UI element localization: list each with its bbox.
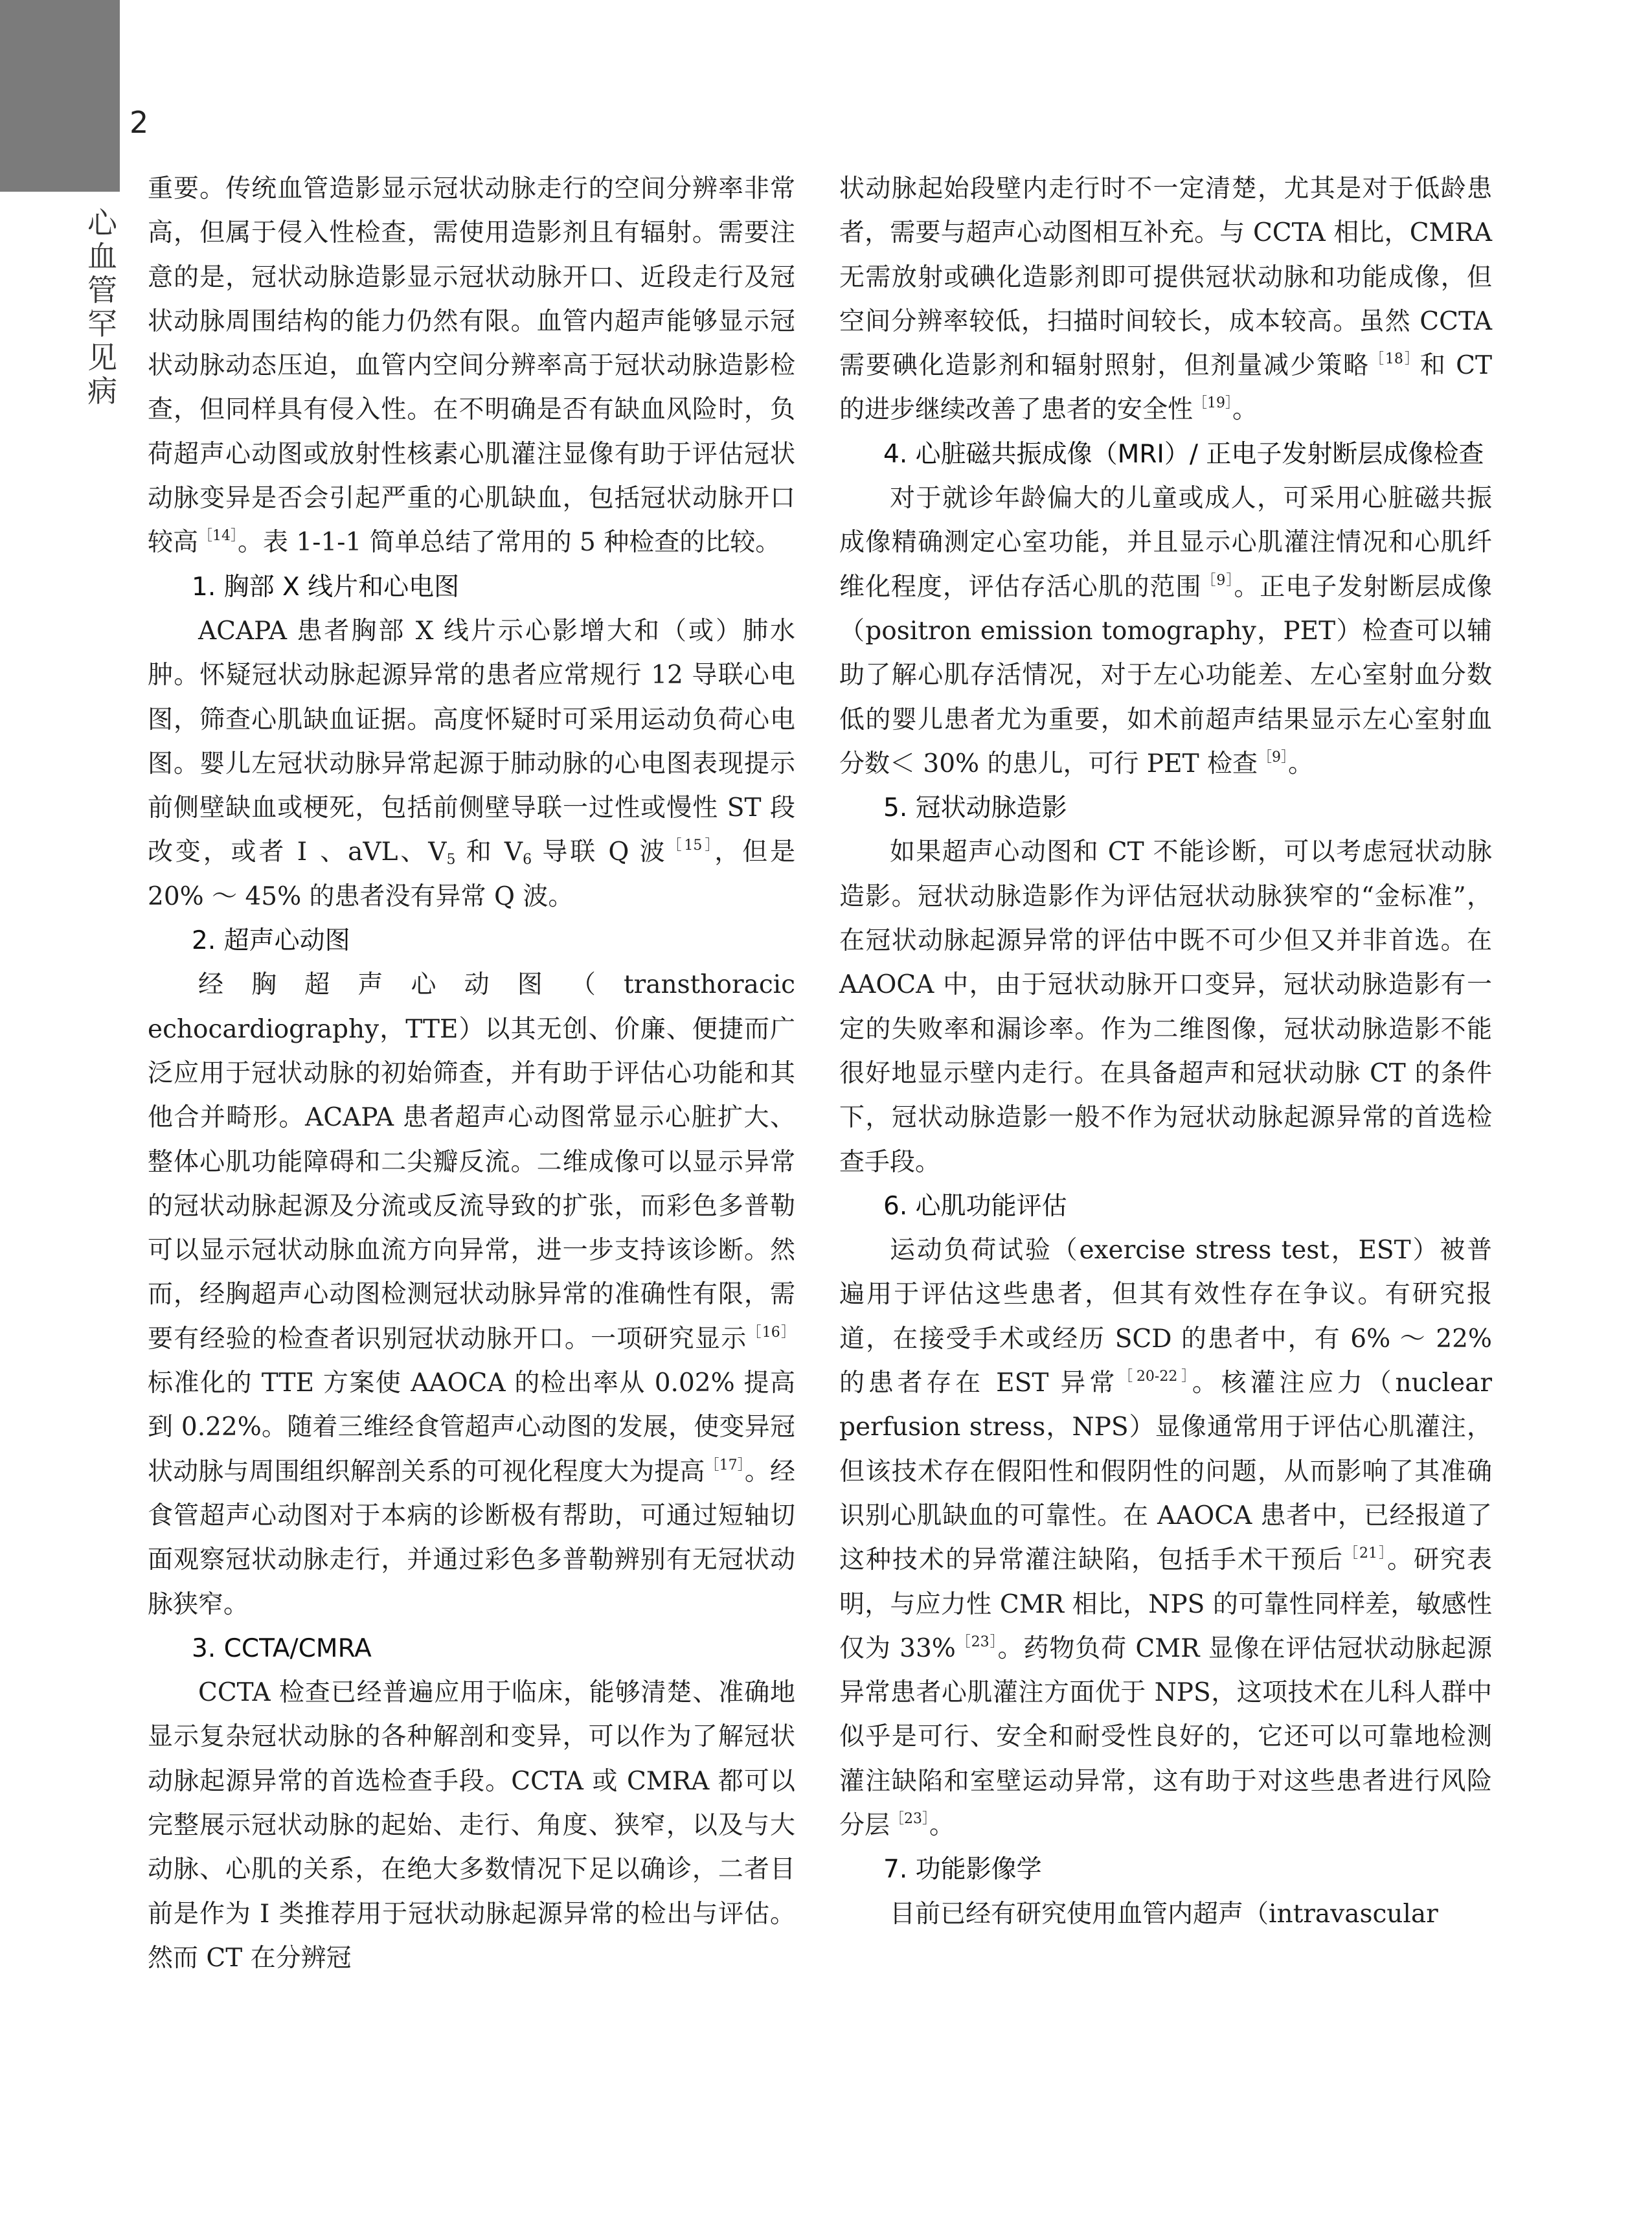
citation[interactable]: ［14］ xyxy=(198,528,238,545)
paragraph: 经胸超声心动图（transthoracic echocardiography，TTE）以其无创、价廉、便捷而广泛应用于冠状动脉的初始筛查，并有助于评估心功能和其他合并畸形。ACAPA 患者超声心动图常显示心脏扩大、整体心肌功能障碍和二尖瓣反流。二维成像可以显示异常的冠状动脉起源及分流或反流导致的扩张，而彩色多普勒可以显示冠状动脉血流方向异常，进一步支持该诊断。然而，经胸超声心动图检测冠状动脉异常的准确性有限，需要有经验的检查者识别冠状动脉开口。一项研究显示$^{[16]}$标准化的 TTE 方案使 AAOCA 的检出率从 0.02% 提高到 0.22%。随着三维经食管超声心动图的发展，使变异冠状动脉与周围组织解剖关系的可视化程度大为提高$^{[17]}$。经食管超声心动图对于本病的诊断极有帮助，可通过短轴切面观察冠状动脉走行，并通过彩色多普勒辨别有无冠状动脉狭窄。 xyxy=(148,970,795,1619)
citation[interactable]: ［17］ xyxy=(705,1457,745,1473)
section-heading: 1. 胸部 X 线片和心电图 xyxy=(192,572,460,602)
section-heading: 3. CCTA/CMRA xyxy=(192,1633,372,1663)
citation[interactable]: ［16］ xyxy=(747,1324,795,1341)
citation[interactable]: ［18］ xyxy=(1369,351,1420,368)
citation[interactable]: ［21］ xyxy=(1343,1545,1387,1562)
left-column xyxy=(148,167,795,1981)
paragraph: CCTA 检查已经普遍应用于临床，能够清楚、准确地显示复杂冠状动脉的各种解剖和变异，可以作为了解冠状动脉起源异常的首选检查手段。CCTA 或 CMRA 都可以完整展示冠状动脉的起始、走行、角度、狭窄，以及与大动脉、心肌的关系，在绝大多数情况下足以确诊，二者目前是作为 Ⅰ 类推荐用于冠状动脉起源异常的检出与评估。然而 CT 在分辨冠 xyxy=(148,1678,795,1973)
paragraph: 如果超声心动图和 CT 不能诊断，可以考虑冠状动脉造影。冠状动脉造影作为评估冠状动脉狭窄的“金标准”，在冠状动脉起源异常的评估中既不可少但又并非首选。在 AAOCA 中，由于冠状动脉开口变异，冠状动脉造影有一定的失败率和漏诊率。作为二维图像，冠状动脉造影不能很好地显示壁内走行。在具备超声和冠状动脉 CT 的条件下，冠状动脉造影一般不作为冠状动脉起源异常的首选检查手段。 xyxy=(839,837,1492,1177)
paragraph: 状动脉起始段壁内走行时不一定清楚，尤其是对于低龄患者，需要与超声心动图相互补充。与 CCTA 相比，CMRA 无需放射或碘化造影剂即可提供冠状动脉和功能成像，但空间分辨率较低，扫描时间较长，成本较高。虽然 CCTA 需要碘化造影剂和辐射照射，但剂量减少策略$^{[18]}$和 CT 的进步继续改善了患者的安全性$^{[19]}$。 xyxy=(839,174,1492,425)
citation[interactable]: ［9］ xyxy=(1201,572,1234,589)
section-heading: 5. 冠状动脉造影 xyxy=(883,793,1067,823)
citation[interactable]: ［15］ xyxy=(667,837,715,854)
page-number: 2 xyxy=(130,105,149,140)
section-heading: 4. 心脏磁共振成像（MRI）/ 正电子发射断层成像检查 xyxy=(883,439,1484,469)
section-heading: 2. 超声心动图 xyxy=(192,926,350,956)
paragraph: ACAPA 患者胸部 X 线片示心影增大和（或）肺水肿。怀疑冠状动脉起源异常的患者应常规行 12 导联心电图，筛查心肌缺血证据。高度怀疑时可采用运动负荷心电图。婴儿左冠状动脉异常起源于肺动脉的心电图表现提示前侧壁缺血或梗死，包括前侧壁导联一过性或慢性 ST 段改变，或者 Ⅰ 、aVL、$V_5$ 和 $V_6$ 导联 Q 波$^{[15]}$，但是 20% ～ 45% 的患者没有异常 Q 波。 xyxy=(148,616,795,911)
citation[interactable]: ［19］ xyxy=(1193,395,1233,412)
citation[interactable]: ［23］ xyxy=(890,1810,930,1827)
citation[interactable]: ［9］ xyxy=(1258,749,1288,766)
section-heading: 6. 心肌功能评估 xyxy=(883,1191,1067,1221)
paragraph: 对于就诊年龄偏大的儿童或成人，可采用心脏磁共振成像精确测定心室功能，并且显示心肌灌注情况和心肌纤维化程度，评估存活心肌的范围$^{[9]}$。正电子发射断层成像（positron emission tomography，PET）检查可以辅助了解心肌存活情况，对于左心功能差、左心室射血分数低的婴儿患者尤为重要，如术前超声结果显示左心室射血分数＜ 30% 的患儿，可行 PET 检查$^{[9]}$。 xyxy=(839,484,1492,778)
right-column xyxy=(839,167,1492,1936)
corner-tab xyxy=(0,0,120,192)
paragraph: 重要。传统血管造影显示冠状动脉走行的空间分辨率非常高，但属于侵入性检查，需使用造影剂且有辐射。需要注意的是，冠状动脉造影显示冠状动脉开口、近段走行及冠状动脉周围结构的能力仍然有限。血管内超声能够显示冠状动脉动态压迫，血管内空间分辨率高于冠状动脉造影检查，但同样具有侵入性。在不明确是否有缺血风险时，负荷超声心动图或放射性核素心肌灌注显像有助于评估冠状动脉变异是否会引起严重的心肌缺血，包括冠状动脉开口较高$^{[14]}$。表 1-1-1 简单总结了常用的 5 种检查的比较。 xyxy=(148,174,795,558)
running-title: 心血管罕见病 xyxy=(87,205,117,409)
section-heading: 7. 功能影像学 xyxy=(883,1855,1042,1885)
paragraph: 目前已经有研究使用血管内超声（intravascular xyxy=(890,1899,1438,1929)
paragraph: 运动负荷试验（exercise stress test，EST）被普遍用于评估这些患者，但其有效性存在争议。有研究报道，在接受手术或经历 SCD 的患者中，有 6% ～ 22% 的患者存在 EST 异常$^{[20-22]}$。核灌注应力（nuclear perfusion stress，NPS）显像通常用于评估心肌灌注，但该技术存在假阳性和假阴性的问题，从而影响了其准确识别心肌缺血的可靠性。在 AAOCA 患者中，已经报道了这种技术的异常灌注缺陷，包括手术干预后$^{[21]}$。研究表明，与应力性 CMR 相比，NPS 的可靠性同样差，敏感性仅为 33%$^{[23]}$。药物负荷 CMR 显像在评估冠状动脉起源异常患者心肌灌注方面优于 NPS，这项技术在儿科人群中似乎是可行、安全和耐受性良好的，它还可以可靠地检测灌注缺陷和室壁运动异常，这有助于对这些患者进行风险分层$^{[23]}$。 xyxy=(839,1236,1492,1840)
citation[interactable]: ［23］ xyxy=(955,1633,998,1650)
citation[interactable]: ［20-22］ xyxy=(1118,1369,1192,1385)
